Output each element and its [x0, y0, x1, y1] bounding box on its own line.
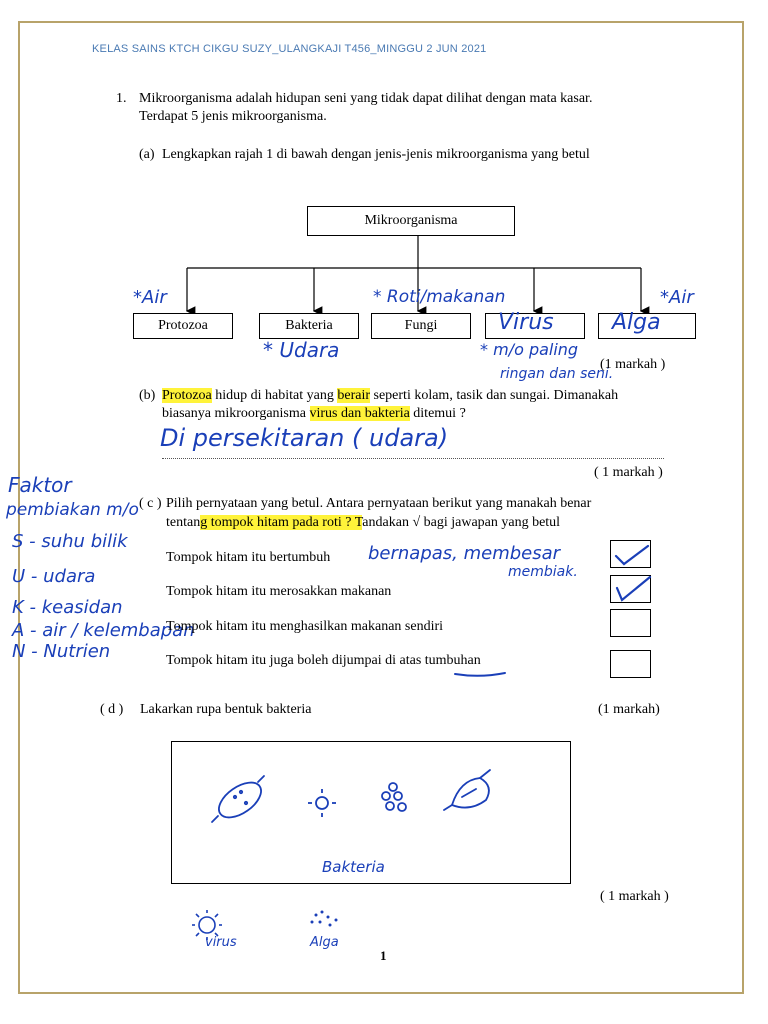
part-d-label: ( d ) [100, 702, 124, 717]
part-a-marks: (1 markah ) [600, 357, 666, 372]
handwritten-bakteria-label: Bakteria [322, 858, 385, 876]
handwritten-virus-note-1: * m/o paling [480, 340, 579, 359]
handwritten-factor-s: S - suhu bilik [12, 531, 128, 552]
diagram-box-protozoa: Protozoa [133, 313, 233, 339]
page-header: KELAS SAINS KTCH CIKGU SUZY_ULANGKAJI T456_MINGGU 2 JUN 2021 [92, 43, 487, 55]
question-intro-line2: Terdapat 5 jenis mikroorganisma. [139, 109, 327, 124]
highlight-tompok-hitam: g tompok hitam pada roti ? T [200, 515, 363, 530]
handwritten-factor-a: A - air / kelembapan [12, 620, 195, 641]
handwritten-virus-sketch-label: virus [205, 935, 237, 950]
highlight-virus-bakteria: virus dan bakteria [309, 406, 410, 421]
handwritten-answer-b: Di persekitaran ( udara) [160, 424, 449, 452]
bacteria-sketch-4-icon [444, 770, 490, 810]
handwritten-answer-c2: membiak. [508, 564, 578, 580]
statement-3: Tompok hitam itu menghasilkan makanan sendiri [166, 619, 444, 634]
handwritten-alga: Alga [612, 310, 661, 335]
statement-1: Tompok hitam itu bertumbuh [166, 550, 331, 565]
highlight-berair: berair [337, 388, 371, 403]
handwritten-udara: * Udara [263, 338, 340, 362]
handwritten-faktor-1: Faktor [8, 473, 72, 497]
handwritten-answer-c: bernapas, membesar [368, 543, 561, 564]
alga-sketch-icon [311, 911, 338, 927]
part-a-text: Lengkapkan rajah 1 di bawah dengan jenis-jenis mikroorganisma yang betul [162, 147, 590, 162]
diagram-box-fungi: Fungi [371, 313, 471, 339]
handwritten-air-right: *Air [660, 287, 694, 308]
diagram-box-bakteria: Bakteria [259, 313, 359, 339]
page-number: 1 [380, 948, 387, 963]
statement-4: Tompok hitam itu juga boleh dijumpai di atas tumbuhan [166, 653, 481, 668]
part-b-line1-text-a: hidup di habitat yang [211, 388, 338, 403]
diagram-root-box: Mikroorganisma [307, 206, 515, 236]
part-b-line2-text-a: biasanya mikroorganisma [162, 406, 310, 421]
part-b-line1-text-b: seperti kolam, tasik dan sungai. Dimanakah [370, 388, 619, 403]
part-c-line2-text-a: tentan [166, 515, 201, 530]
part-c-line1: Pilih pernyataan yang betul. Antara pernyataan berikut yang manakah benar [166, 496, 592, 511]
part-d-text: Lakarkan rupa bentuk bakteria [140, 702, 312, 717]
bacteria-sketch-3-icon [382, 783, 406, 811]
handwritten-air-left: *Air [133, 287, 167, 308]
handwritten-faktor-2: pembiakan m/o [6, 500, 139, 520]
question-number: 1. [116, 91, 127, 106]
bacteria-sketch-2-icon [308, 789, 336, 817]
handwritten-factor-k: K - keasidan [12, 597, 123, 618]
part-b-label: (b) [139, 388, 156, 403]
part-a-label: (a) [139, 147, 155, 162]
statement-2: Tompok hitam itu merosakkan makanan [166, 584, 392, 599]
question-intro-line1: Mikroorganisma adalah hidupan seni yang tidak dapat dilihat dengan mata kasar. [139, 91, 593, 106]
handwritten-factor-u: U - udara [12, 566, 96, 587]
part-d-marks-bottom: ( 1 markah ) [600, 889, 669, 904]
part-d-marks: (1 markah) [598, 702, 660, 717]
handwritten-virus-note-2: ringan dan seni. [500, 366, 614, 382]
bacteria-sketch-1-icon [212, 776, 267, 825]
highlight-protozoa: Protozoa [162, 388, 212, 403]
handwritten-factor-n: N - Nutrien [12, 641, 111, 662]
part-b-marks: ( 1 markah ) [594, 465, 663, 480]
handwritten-roti: * Roti/makanan [373, 287, 506, 307]
part-b-line2-text-b: ditemui ? [409, 406, 466, 421]
handwritten-virus: Virus [498, 310, 554, 335]
part-c-label: ( c ) [139, 496, 162, 511]
handwritten-alga-sketch-label: Alga [310, 935, 339, 950]
part-c-line2-text-b: andakan √ bagi jawapan yang betul [362, 515, 561, 530]
